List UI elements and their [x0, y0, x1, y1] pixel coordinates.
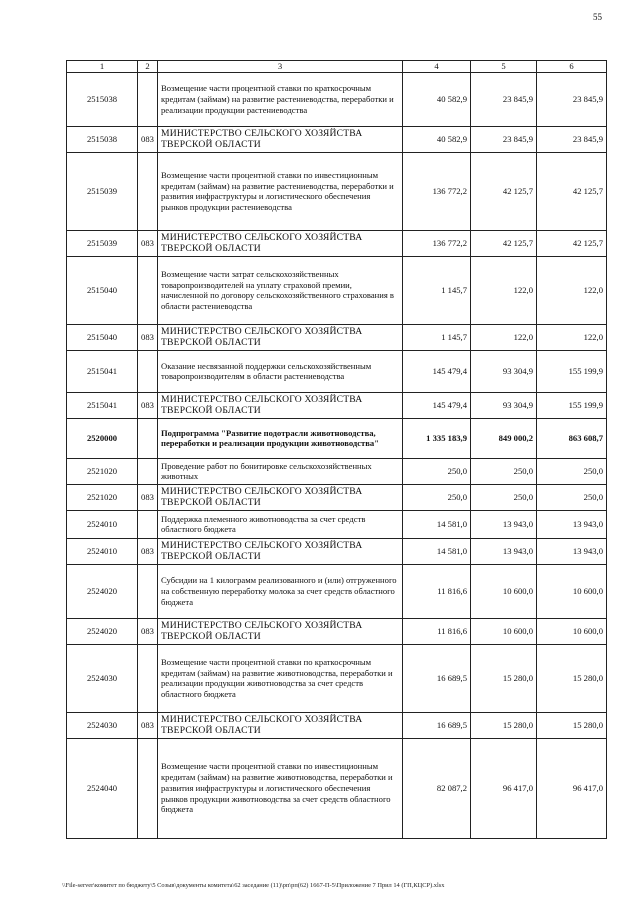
value-col-6-cell: 10 600,0: [537, 618, 607, 644]
value-col-6-cell: 250,0: [537, 484, 607, 510]
value-col-6-cell: 10 600,0: [537, 564, 607, 618]
value-col-4-cell: 14 581,0: [403, 510, 471, 538]
admin-code-cell: 083: [138, 230, 158, 256]
admin-code-cell: 083: [138, 618, 158, 644]
value-col-4-cell: 1 145,7: [403, 324, 471, 350]
admin-code-cell: [138, 458, 158, 484]
value-col-6-cell: 13 943,0: [537, 510, 607, 538]
table-row: [67, 538, 607, 564]
value-col-4-cell: 1 335 183,9: [403, 418, 471, 458]
description-cell: Возмещение части процентной ставки по краткосрочным кредитам (займам) на развитие растениеводства, переработки и реализации продукции растениеводства: [158, 72, 403, 126]
page-number: 55: [593, 12, 602, 22]
table-row: [67, 256, 607, 324]
value-col-5-cell: 42 125,7: [471, 230, 537, 256]
table-row: [67, 484, 607, 510]
value-col-5-cell: 250,0: [471, 458, 537, 484]
value-col-5-cell: 23 845,9: [471, 126, 537, 152]
value-col-5-cell: 93 304,9: [471, 350, 537, 392]
value-col-4-cell: 11 816,6: [403, 564, 471, 618]
code-cell: 2524030: [67, 644, 138, 712]
value-col-4-cell: 82 087,2: [403, 738, 471, 838]
value-col-5-cell: 122,0: [471, 324, 537, 350]
description-cell: Подпрограмма "Развитие подотрасли животноводства, переработки и реализации продукции животноводства": [158, 418, 403, 458]
code-cell: 2521020: [67, 484, 138, 510]
value-col-6-cell: 96 417,0: [537, 738, 607, 838]
admin-code-cell: 083: [138, 538, 158, 564]
table-row: [67, 618, 607, 644]
table-row: [67, 72, 607, 126]
admin-code-cell: [138, 152, 158, 230]
value-col-4-cell: 16 689,5: [403, 712, 471, 738]
value-col-6-cell: 15 280,0: [537, 644, 607, 712]
table-row: [67, 564, 607, 618]
admin-code-cell: 083: [138, 126, 158, 152]
organization-cell: МИНИСТЕРСТВО СЕЛЬСКОГО ХОЗЯЙСТВА ТВЕРСКОЙ ОБЛАСТИ: [158, 126, 403, 152]
value-col-6-cell: 15 280,0: [537, 712, 607, 738]
code-cell: 2524030: [67, 712, 138, 738]
value-col-5-cell: 23 845,9: [471, 72, 537, 126]
code-cell: 2524010: [67, 510, 138, 538]
code-cell: 2515039: [67, 230, 138, 256]
table-row: [67, 392, 607, 418]
value-col-6-cell: 155 199,9: [537, 350, 607, 392]
value-col-4-cell: 16 689,5: [403, 644, 471, 712]
value-col-5-cell: 15 280,0: [471, 712, 537, 738]
admin-code-cell: 083: [138, 392, 158, 418]
admin-code-cell: [138, 644, 158, 712]
code-cell: 2515041: [67, 392, 138, 418]
value-col-4-cell: 40 582,9: [403, 72, 471, 126]
table-row: [67, 418, 607, 458]
table-row: [67, 510, 607, 538]
file-path-footer: \\File-server\комитет по бюджету\5 Созыв\документы комитета\62 заседание (11)\рп\рп(62) 1667-П-5\Приложение 7 Прил 14 (ГП,КЦСР).xlsx: [62, 882, 445, 889]
table-row: [67, 738, 607, 838]
value-col-4-cell: 14 581,0: [403, 538, 471, 564]
value-col-4-cell: 250,0: [403, 458, 471, 484]
value-col-6-cell: 42 125,7: [537, 230, 607, 256]
table-body: [67, 72, 607, 838]
value-col-4-cell: 136 772,2: [403, 230, 471, 256]
admin-code-cell: [138, 418, 158, 458]
value-col-4-cell: 250,0: [403, 484, 471, 510]
description-cell: Субсидии на 1 килограмм реализованного и (или) отгруженного на собственную переработку молока за счет средств областного бюджета: [158, 564, 403, 618]
value-col-6-cell: 23 845,9: [537, 126, 607, 152]
value-col-4-cell: 136 772,2: [403, 152, 471, 230]
table-row: [67, 458, 607, 484]
organization-cell: МИНИСТЕРСТВО СЕЛЬСКОГО ХОЗЯЙСТВА ТВЕРСКОЙ ОБЛАСТИ: [158, 324, 403, 350]
value-col-6-cell: 122,0: [537, 256, 607, 324]
value-col-4-cell: 40 582,9: [403, 126, 471, 152]
value-col-5-cell: 10 600,0: [471, 618, 537, 644]
value-col-6-cell: 42 125,7: [537, 152, 607, 230]
value-col-4-cell: 145 479,4: [403, 392, 471, 418]
admin-code-cell: [138, 72, 158, 126]
value-col-5-cell: 42 125,7: [471, 152, 537, 230]
header-col-1: 1: [67, 61, 138, 73]
table-row: [67, 324, 607, 350]
description-cell: Возмещение части процентной ставки по краткосрочным кредитам (займам) на развитие животноводства, переработки и реализации продукции животноводства за счет средств областного бюджета: [158, 644, 403, 712]
header-col-3: 3: [158, 61, 403, 73]
organization-cell: МИНИСТЕРСТВО СЕЛЬСКОГО ХОЗЯЙСТВА ТВЕРСКОЙ ОБЛАСТИ: [158, 484, 403, 510]
table-header-row: [67, 61, 607, 73]
organization-cell: МИНИСТЕРСТВО СЕЛЬСКОГО ХОЗЯЙСТВА ТВЕРСКОЙ ОБЛАСТИ: [158, 230, 403, 256]
value-col-5-cell: 13 943,0: [471, 510, 537, 538]
admin-code-cell: 083: [138, 484, 158, 510]
admin-code-cell: 083: [138, 324, 158, 350]
code-cell: 2515038: [67, 126, 138, 152]
header-col-5: 5: [471, 61, 537, 73]
code-cell: 2515041: [67, 350, 138, 392]
header-col-4: 4: [403, 61, 471, 73]
table-row: [67, 712, 607, 738]
value-col-5-cell: 122,0: [471, 256, 537, 324]
admin-code-cell: [138, 738, 158, 838]
value-col-6-cell: 250,0: [537, 458, 607, 484]
description-cell: Возмещение части процентной ставки по инвестиционным кредитам (займам) на развитие животноводства, переработки и развития инфраструктуры и логистического обеспечения рынков продукции животноводства за счет средств областного бюджета: [158, 738, 403, 838]
value-col-6-cell: 13 943,0: [537, 538, 607, 564]
table-row: [67, 350, 607, 392]
organization-cell: МИНИСТЕРСТВО СЕЛЬСКОГО ХОЗЯЙСТВА ТВЕРСКОЙ ОБЛАСТИ: [158, 712, 403, 738]
code-cell: 2515038: [67, 72, 138, 126]
table-row: [67, 230, 607, 256]
value-col-4-cell: 11 816,6: [403, 618, 471, 644]
code-cell: 2524040: [67, 738, 138, 838]
code-cell: 2520000: [67, 418, 138, 458]
value-col-6-cell: 23 845,9: [537, 72, 607, 126]
code-cell: 2515039: [67, 152, 138, 230]
value-col-6-cell: 122,0: [537, 324, 607, 350]
description-cell: Возмещение части процентной ставки по инвестиционным кредитам (займам) на развитие растениеводства, переработки и развития инфраструктуры и логистического обеспечения рынков продукции растениеводства: [158, 152, 403, 230]
value-col-5-cell: 93 304,9: [471, 392, 537, 418]
code-cell: 2524020: [67, 618, 138, 644]
value-col-6-cell: 863 608,7: [537, 418, 607, 458]
description-cell: Поддержка племенного животноводства за счет средств областного бюджета: [158, 510, 403, 538]
description-cell: Проведение работ по бонитировке сельскохозяйственных животных: [158, 458, 403, 484]
code-cell: 2524010: [67, 538, 138, 564]
table-row: [67, 126, 607, 152]
header-col-6: 6: [537, 61, 607, 73]
value-col-4-cell: 1 145,7: [403, 256, 471, 324]
code-cell: 2524020: [67, 564, 138, 618]
admin-code-cell: [138, 256, 158, 324]
admin-code-cell: [138, 350, 158, 392]
organization-cell: МИНИСТЕРСТВО СЕЛЬСКОГО ХОЗЯЙСТВА ТВЕРСКОЙ ОБЛАСТИ: [158, 538, 403, 564]
table-row: [67, 152, 607, 230]
table-row: [67, 644, 607, 712]
description-cell: Оказание несвязанной поддержки сельскохозяйственным товаропроизводителям в области растениеводства: [158, 350, 403, 392]
code-cell: 2521020: [67, 458, 138, 484]
code-cell: 2515040: [67, 256, 138, 324]
value-col-6-cell: 155 199,9: [537, 392, 607, 418]
value-col-4-cell: 145 479,4: [403, 350, 471, 392]
value-col-5-cell: 15 280,0: [471, 644, 537, 712]
organization-cell: МИНИСТЕРСТВО СЕЛЬСКОГО ХОЗЯЙСТВА ТВЕРСКОЙ ОБЛАСТИ: [158, 618, 403, 644]
header-col-2: 2: [138, 61, 158, 73]
value-col-5-cell: 849 000,2: [471, 418, 537, 458]
value-col-5-cell: 250,0: [471, 484, 537, 510]
value-col-5-cell: 96 417,0: [471, 738, 537, 838]
value-col-5-cell: 13 943,0: [471, 538, 537, 564]
code-cell: 2515040: [67, 324, 138, 350]
description-cell: Возмещение части затрат сельскохозяйственных товаропроизводителей на уплату страховой премии, начисленной по договору сельскохозяйственного страхования в области растениеводства: [158, 256, 403, 324]
admin-code-cell: [138, 510, 158, 538]
organization-cell: МИНИСТЕРСТВО СЕЛЬСКОГО ХОЗЯЙСТВА ТВЕРСКОЙ ОБЛАСТИ: [158, 392, 403, 418]
admin-code-cell: 083: [138, 712, 158, 738]
budget-table: [66, 60, 607, 839]
value-col-5-cell: 10 600,0: [471, 564, 537, 618]
admin-code-cell: [138, 564, 158, 618]
